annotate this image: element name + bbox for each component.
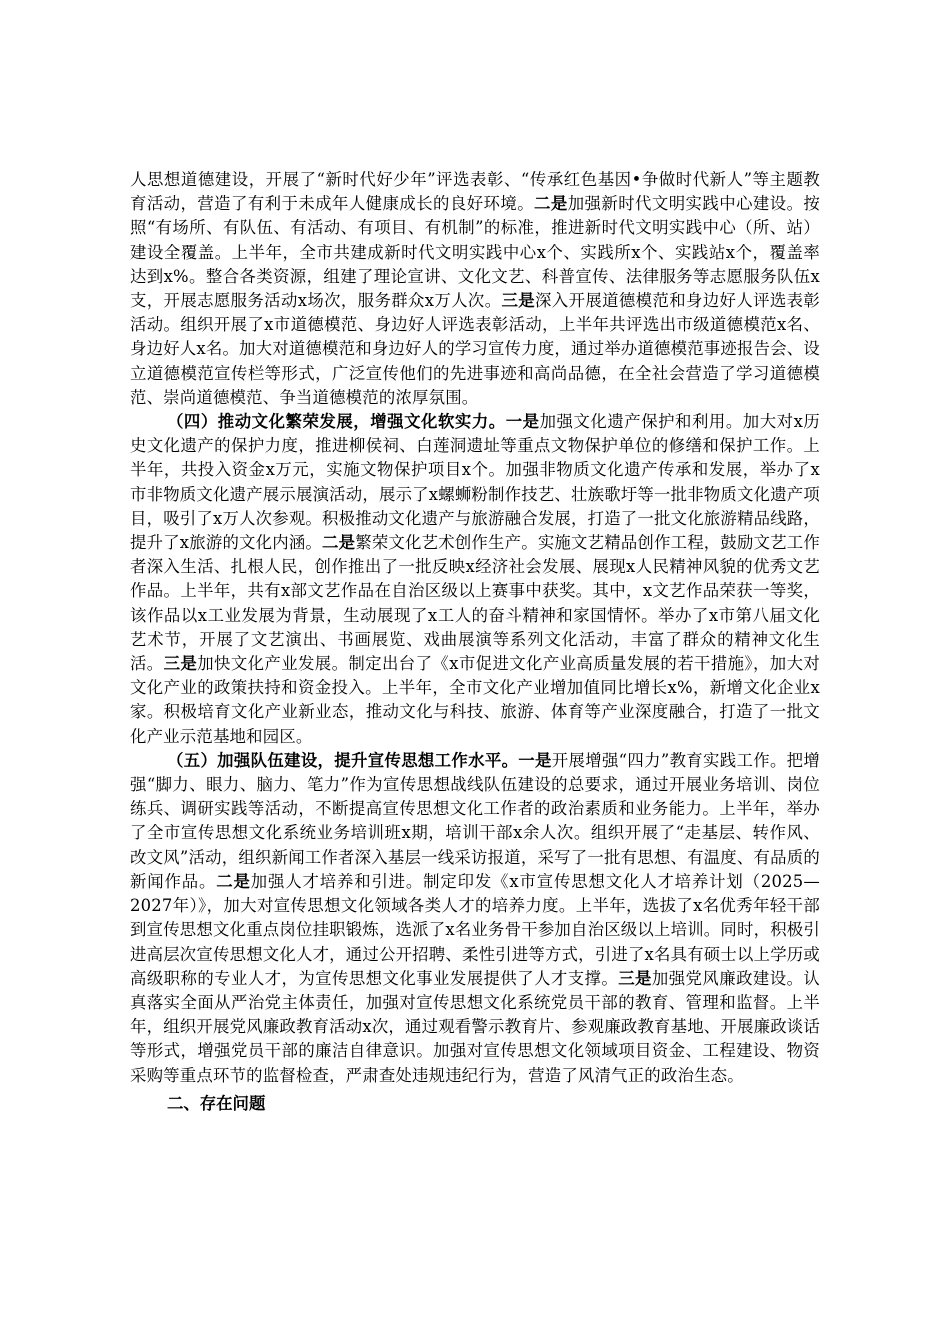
text-run: 繁荣文化艺术创作生产。实施文艺精品创作工程，鼓励文艺工作者深入生活、扎根人民，创作推出了一批反映x经济社会发展、展现x人民精神风貌的优秀文艺作品。上半年，共有x部文艺作品在自治区级以上赛事中获奖。其中，x文艺作品荣获一等奖，该作品以x工业发展为背景，生动展现了x工人的奋斗精神和家国情怀。举办了x市第八届文化艺术节，开展了文艺演出、书画展览、戏曲展演等系列文化活动，丰富了群众的精神文化生活。 xyxy=(130,533,820,674)
text-run: 深入开展道德模范和身边好人评选表彰活动。组织开展了x市道德模范、身边好人评选表彰活动，上半年共评选出市级道德模范x名、身边好人x名。加大对道德模范和身边好人的学习宣传力度，通过举办道德模范事迹报告会、设立道德模范宣传栏等形式，广泛宣传他们的先进事迹和高尚品德，在全社会营造了学习道德模范、崇尚道德模范、争当道德模范的浓厚氛围。 xyxy=(130,291,820,407)
text-run: 加强党风廉政建设。认真落实全面从严治党主体责任，加强对宣传思想文化系统党员干部的教育、管理和监督。上半年，组织开展党风廉政教育活动x次，通过观看警示教育片、参观廉政教育基地、开展廉政谈话等形式，增强党员干部的廉洁自律意识。加强对宣传思想文化领域项目资金、工程建设、物资采购等重点环节的监督检查，严肃查处违规违纪行为，营造了风清气正的政治生态。 xyxy=(130,968,820,1085)
bold-run: 三是 xyxy=(163,654,198,674)
text-run: 加强新时代文明实践中心建设。按照“有场所、有队伍、有活动、有项目、有机制”的标准，推进新时代文明实践中心（所、站）建设全覆盖。上半年，全市共建成新时代文明实践中心x个、实践所x个、实践站x个，覆盖率达到x%。整合各类资源，组建了理论宣讲、文化文艺、科普宣传、法律服务等志愿服务队伍x支，开展志愿服务活动x场次，服务群众x万人次。 xyxy=(130,194,820,311)
bold-run: 二是 xyxy=(534,194,568,214)
text-run: 加强人才培养和引进。制定印发《x市宣传思想文化人才培养计划（2025—2027年）》，加大对宣传思想文化领域各类人才的培养力度。上半年，选拔了x名优秀年轻干部到宣传思想文化重点岗位挂职锻炼，选派了x名业务骨干参加自治区级以上培训。同时，积极引进高层次宣传思想文化人才，通过公开招聘、柔性引进等方式，引进了x名具有硕士以上学历或高级职称的专业人才，为宣传思想文化事业发展提供了人才支撑。 xyxy=(130,871,821,988)
document-body xyxy=(130,168,820,1116)
bold-run: 二是 xyxy=(322,533,356,553)
paragraph-culture-development xyxy=(130,410,820,749)
section-heading-problems: 二、存在问题 xyxy=(167,1093,266,1113)
bold-run: 二是 xyxy=(216,871,251,891)
text-run: 加强文化遗产保护和利用。加大对x历史文化遗产的保护力度，推进柳侯祠、白莲洞遗址等重点文物保护单位的修缮和保护工作。上半年，共投入资金x万元，实施文物保护项目x个。加强非物质文化遗产传承和发展，举办了x市非物质文化遗产展示展演活动，展示了x螺蛳粉制作技艺、壮族歌圩等一批非物质文化遗产项目，吸引了x万人次参观。积极推动文化遗产与旅游融合发展，打造了一批文化旅游精品线路，提升了x旅游的文化内涵。 xyxy=(130,412,820,553)
bold-run: 三是 xyxy=(501,291,536,311)
bold-run: （四）推动文化繁荣发展，增强文化软实力。一是 xyxy=(167,412,540,432)
paragraph-moral-construction xyxy=(130,168,820,410)
text-run: 加快文化产业发展。制定出台了《x市促进文化产业高质量发展的若干措施》，加大对文化产业的政策扶持和资金投入。上半年，全市文化产业增加值同比增长x%，新增文化企业x家。积极培育文化产业新业态，推动文化与科技、旅游、体育等产业深度融合，打造了一批文化产业示范基地和园区。 xyxy=(130,654,820,746)
text-run: 开展增强“四力”教育实践工作。把增强“脚力、眼力、脑力、笔力”作为宣传思想战线队伍建设的总要求，通过开展业务培训、岗位练兵、调研实践等活动，不断提高宣传思想文化工作者的政治素质和业务能力。上半年，举办了全市宣传思想文化系统业务培训班x期，培训干部x余人次。组织开展了“走基层、转作风、改文风”活动，组织新闻工作者深入基层一线采访报道，采写了一批有思想、有温度、有品质的新闻作品。 xyxy=(130,750,820,891)
bold-run: （五）加强队伍建设，提升宣传思想工作水平。一是 xyxy=(167,750,552,770)
text-run: 人思想道德建设，开展了“新时代好少年”评选表彰、“传承红色基因•争做时代新人”等主题教育活动，营造了有利于未成年人健康成长的良好环境。 xyxy=(130,170,820,214)
paragraph-team-building xyxy=(130,749,820,1088)
bold-run: 三是 xyxy=(618,968,652,988)
